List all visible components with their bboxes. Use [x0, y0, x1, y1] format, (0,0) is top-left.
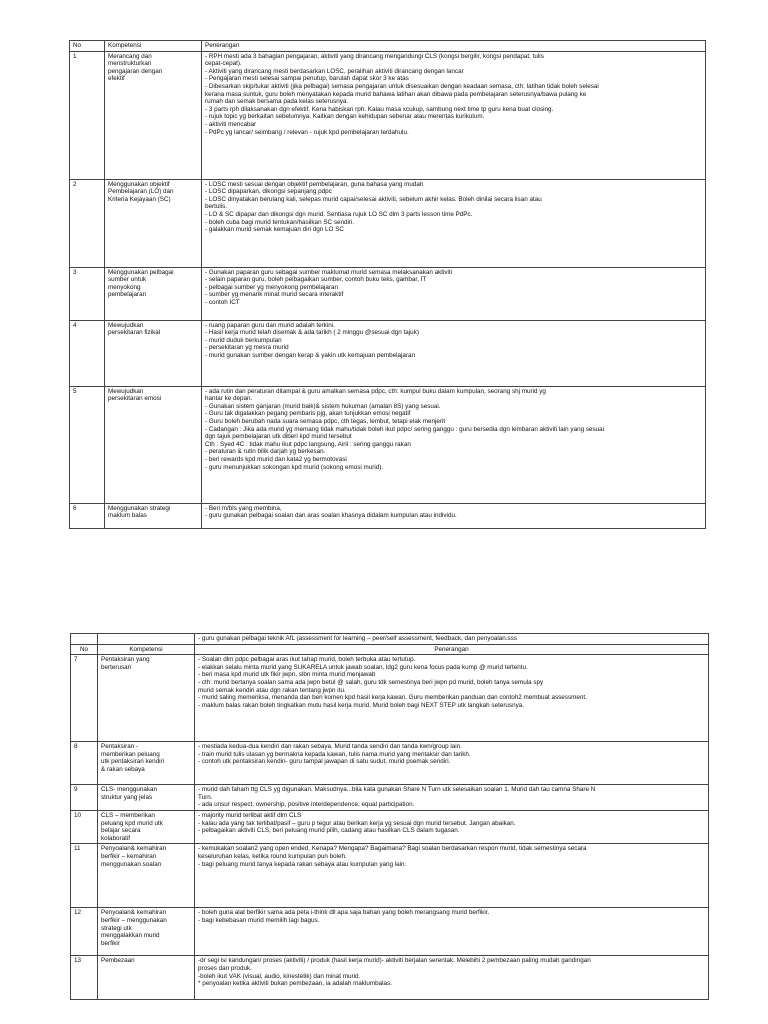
penerangan-line: - LOSC dinyatakan berulang kali, selepas murid capai/selesai aktiviti, sebelum akhir kelas. Boleh dinilai secara lisan atau	[205, 195, 542, 203]
table-row	[70, 179, 706, 267]
penerangan-line: - Gunakan sistem ganjaran (murid baik)& sistem hukuman (amalan 8S) yang sesuai.	[205, 402, 441, 410]
penerangan-line: bertulis.	[205, 203, 228, 211]
header-no: No	[70, 41, 105, 52]
penerangan-cell	[195, 785, 709, 811]
kompetensi-line: pembelajaran	[108, 291, 147, 299]
kompetensi-line: berfikir	[101, 939, 120, 947]
penerangan-line: - Cadangan : Jika ada murid yg memang tidak mahu/tidak boleh ikut pdpc/ sering ganggu : guru bersedia dgn lembaran aktiviti lain yang sesuai	[205, 425, 605, 433]
kompetensi-line: strategi utk	[101, 924, 132, 932]
table-row	[70, 386, 706, 503]
kompetensi-line: menstrukturkan	[108, 60, 152, 68]
penerangan-line: - beri rewards kpd murid dan kata2 yg bermotovasi	[205, 455, 347, 463]
penerangan-line: - contoh utk pentaksiran kendiri- guru tampal jawapan di satu sudut, murid psemak sendiri.	[198, 758, 451, 766]
row-number: 7	[71, 655, 98, 742]
row-number: 9	[71, 785, 98, 811]
penerangan-line: - guru menunjukkan sokongan kpd murid (sokong emosi murid).	[205, 463, 384, 471]
row-number: 5	[70, 386, 105, 503]
penerangan-line: kerana masa suntuk, guru boleh menyatakan kepada murid bahawa latihan akan dibawa pada pembelajaran seterusnya/bawa pulang ke	[205, 90, 587, 98]
penerangan-line: - murid duduk berkumpulan	[205, 336, 282, 344]
penerangan-line: - pelbagaikan aktiviti CLS, beri peluang murid pilih, cadang atau hasilkan CLS dalam tugasan.	[198, 827, 460, 835]
penerangan-line: proses dan produk.	[198, 964, 252, 972]
kompetensi-cell	[105, 267, 202, 320]
kompetensi-cell	[105, 179, 202, 267]
penerangan-line: - Soalan dlm pdpc pelbagai aras ikut tahap murid, boleh terbuka atau tertutup.	[198, 656, 416, 664]
penerangan-line: cepat-cepat).	[205, 60, 242, 68]
continuation-text: - guru gunakan pelbagai teknik AfL (assessment for learning – peer/self assessment, feedback, dan penyoalan.sss	[195, 634, 709, 645]
kompetensi-line: Menggunakan pelbagai	[108, 268, 174, 276]
table-row	[71, 810, 709, 843]
penerangan-line: - mestiada kedua-dua kendiri dan rakan sebaya. Murid tanda sendiri dan tanda kwn/group lain.	[198, 743, 462, 751]
row-number: 6	[70, 503, 105, 528]
row-number: 13	[71, 956, 98, 1000]
table-row	[71, 742, 709, 785]
penerangan-line: - rujuk topic yg berkaitan sebelumnya. Kaitkan dengan kehidupan sebenar atau merentas kurikulum.	[205, 113, 485, 121]
header-kompetensi: Kompetensi	[98, 644, 195, 655]
penerangan-line: -dr segi isi kandungan/ proses (aktiviti) / produk (hasil kerja murid)- aktiviti berjalan serentak. Melebihi 2 pembezaan paling mudah gandingan	[198, 957, 591, 965]
table-row	[71, 956, 709, 1000]
penerangan-line: - bagi peluang murid tanya kepada rakan sebaya atau kumpulan yang lain.	[198, 860, 407, 868]
kompetensi-line: CLS- menggunakan	[101, 786, 158, 794]
row-number: 12	[71, 908, 98, 956]
header-no: No	[71, 644, 98, 655]
kompetensi-line: berterusan	[101, 663, 132, 671]
continuation-no	[71, 634, 98, 645]
penerangan-line: - Beri m/bls yang membina,	[205, 504, 282, 512]
penerangan-line: - beri masa kpd murid utk fikir jwpn, slbn minta murid menjawab	[198, 671, 376, 679]
penerangan-line: - kemukakan soalan2 yang open ended, Kenapa? Mengapa? Bagaimana? Bagi soalan berdasarkan respon murid, tidak semestinya secara	[198, 845, 587, 853]
kompetensi-cell	[98, 956, 195, 1000]
kompetensi-line: CLS – memberikan	[101, 811, 155, 819]
penerangan-line: - LO & SC dipapar dan dikongsi dgn murid. Sentiasa rujuk LO SC dlm 3 parts lesson time PdPc.	[205, 210, 473, 218]
penerangan-line: keseluruhan kelas, ketika round kumpulan pun boleh.	[198, 852, 347, 860]
kompetensi-cell	[105, 320, 202, 386]
table-row	[70, 503, 706, 528]
penerangan-line: dgn tajuk pembelajaran utk diberi kpd murid tersebut	[205, 433, 352, 441]
kompetensi-cell	[98, 908, 195, 956]
row-number: 10	[71, 810, 98, 843]
continuation-kompetensi	[98, 634, 195, 645]
penerangan-line: - Gunakan paparan guru sebagai sumber maklumat murid semasa melaksanakan aktiviti	[205, 268, 453, 276]
kompetensi-line: persekitaran emosi	[108, 395, 162, 403]
penerangan-line: hantar ke depan.	[205, 395, 253, 403]
kompetensi-line: Pentaksiran yang	[101, 656, 150, 664]
kompetensi-line: Menggunakan strategi	[108, 504, 171, 512]
penerangan-line: - contoh ICT	[205, 298, 240, 306]
kompetensi-line: menggalakkan murid	[101, 932, 160, 940]
penerangan-line: - LOSC mesti sesuai dengan objektif pembelajaran, guna bahasa yang mudah	[205, 180, 424, 188]
penerangan-cell	[202, 267, 706, 320]
table-row	[71, 844, 709, 908]
kompetensi-line: Mewujudkan	[108, 321, 144, 329]
kompetensi-line: maklum balas	[108, 512, 147, 520]
penerangan-line: - Pengajaran mesti selesai sampai penutup, barulah dapat skor 3 ke atas	[205, 75, 409, 83]
penerangan-line: - persekitaran yg mesra murid	[205, 344, 289, 352]
penerangan-line: -boleh ikut VAK (visual, audio, kinestetik) dan minat murid.	[198, 972, 361, 980]
table-header-row	[71, 644, 709, 655]
kompetensi-line: Pentaksiran -	[101, 743, 139, 751]
penerangan-line: - guru gunakan pelbagai soalan dan aras soalan khasnya didalam kumpulan atau individu.	[205, 512, 457, 520]
row-number: 3	[70, 267, 105, 320]
penerangan-line: - PdPc yg lancar/ seimbang / relevan - rujuk kpd pembelajaran terdahulu.	[205, 128, 409, 136]
penerangan-cell	[195, 908, 709, 956]
row-number: 8	[71, 742, 98, 785]
penerangan-line: - aktiviti mencabar	[205, 120, 257, 128]
penerangan-cell	[202, 503, 706, 528]
header-kompetensi: Kompetensi	[105, 41, 202, 52]
row-number: 1	[70, 51, 105, 179]
kompetensi-line: struktur yang jelas	[101, 793, 153, 801]
row-number: 11	[71, 844, 98, 908]
penerangan-line: - Guru tak digalakkan pegang pembaris pjg, akan tunjukkan emosi negatif	[205, 410, 411, 418]
row-number: 2	[70, 179, 105, 267]
kompetensi-cell	[105, 503, 202, 528]
table-row	[70, 267, 706, 320]
kompetensi-line: memberikan peluang	[101, 750, 160, 758]
penerangan-line: - ada rutin dan peraturan ditampal & guru amalkan semasa pdpc, cth: kumpul buku dalam kumpulan, seorang shj murid yg	[205, 387, 546, 395]
penerangan-line: - Guru boleh berubah nada suara semasa pdpc, cth tegas, lembut, tetapi elak menjerit	[205, 417, 446, 425]
kompetensi-cell	[98, 655, 195, 742]
continuation-row	[71, 634, 709, 645]
penerangan-cell	[195, 844, 709, 908]
penerangan-line: - LOSC dipaparkan, dikongsi sepanjang pdpc	[205, 188, 332, 196]
penerangan-line: - majority murid terlibat aktif dlm CLS	[198, 811, 302, 819]
kompetensi-line: sumber untuk	[108, 276, 147, 284]
kompetensi-cell	[98, 844, 195, 908]
penerangan-line: - elakkan selalu minta murid yang SUKARELA untuk jawab soalan, ldg2 guru kena focus pada kump @ murid tertentu.	[198, 663, 528, 671]
penerangan-line: - train murid tulis ulasan yg bermakna kepada kawan, tulis nama murid yang mentaksir dan tarikh.	[198, 750, 471, 758]
kompetensi-line: Pembelajaran (LO) dan	[108, 188, 174, 196]
penerangan-line: - selain paparan guru, boleh pelbagaikan sumber, contoh buku teks, gambar, IT	[205, 276, 427, 284]
kompetensi-cell	[98, 810, 195, 843]
penerangan-line: - maklum balas rakan boleh tingkatkan mutu hasil kerja murid. Murid boleh bagi NEXT STEP utk langkah seterusnya.	[198, 701, 524, 709]
penerangan-line: - boleh guna alat berfikir sama ada peta i-think dll apa saja bahan yang boleh merangsang murid berfikir.	[198, 909, 490, 917]
kompetensi-line: berfikir – menggunakan	[101, 916, 167, 924]
penerangan-cell	[195, 810, 709, 843]
kompetensi-line: Kriteria Kejayaan (SC)	[108, 195, 171, 203]
penerangan-line: - pelbagai sumber yg menyokong pembelajaran	[205, 283, 339, 291]
penerangan-line: murid semak kendiri atau dgn rakan tentang jwpn itu.	[198, 686, 346, 694]
penerangan-line: - RPH mesti ada 3 bahagian pengajaran, aktiviti yang dirancang mengandungi CLS (kongsi bergilir, kongsi pendapat, tulis	[205, 52, 544, 60]
penerangan-line: - Dibesarkan skip/tukar aktiviti (jika pelbagai) semasa pengajaran untuk disesuaikan dengan keadaan semasa, cth: latihan tidak boleh selesai	[205, 82, 599, 90]
kompetensi-line: efektif	[108, 75, 125, 83]
penerangan-line: - Hasil kerja murid telah disemak & ada tarikh ( 2 minggu @sesuai dgn tajuk)	[205, 329, 419, 337]
penerangan-cell	[195, 742, 709, 785]
penerangan-line: Cth : Syed 4C : tidak mahu ikut pdpc langsung, Airil : sering ganggu rakan	[205, 440, 411, 448]
competency-table-2	[70, 633, 709, 1000]
header-penerangan: Penerangan	[202, 41, 706, 52]
penerangan-line: - kalau ada yang tak terlibat/pasif – guru p tegur atau berikan kerja yg sesuai dgn murid tersebut. Jangan abaikan.	[198, 819, 516, 827]
penerangan-line: - boleh cuba bagi murid tentukan/hasilkan SC sendiri.	[205, 218, 355, 226]
kompetensi-line: & rakan sebaya	[101, 765, 145, 773]
penerangan-line: - bagi kebebasan murid memilih lagi bagus.	[198, 916, 320, 924]
kompetensi-line: Merancang dan	[108, 52, 152, 60]
penerangan-line: * penyoalan ketika aktiviti bukan pembezaan, ia adalah maklumbalas.	[198, 980, 392, 988]
penerangan-line: - Aktiviti yang dirancang mesti berdasarkan LOSC, peralihan aktiviti dirancang dengan lancar	[205, 67, 464, 75]
kompetensi-line: Penyoalan& kemahiran	[101, 845, 167, 853]
header-penerangan: Penerangan	[195, 644, 709, 655]
kompetensi-line: Penyoalan& kemahiran	[101, 909, 167, 917]
penerangan-line: Turn.	[198, 793, 213, 801]
penerangan-line: - ruang paparan guru dan murid adalah terkini.	[205, 321, 335, 329]
kompetensi-line: pengajaran dengan	[108, 67, 163, 75]
row-number: 4	[70, 320, 105, 386]
kompetensi-cell	[105, 386, 202, 503]
kompetensi-line: menyokong	[108, 283, 141, 291]
kompetensi-line: menggunakan soalan	[101, 860, 162, 868]
table-row	[70, 51, 706, 179]
competency-table-1	[69, 40, 706, 529]
kompetensi-cell	[98, 785, 195, 811]
penerangan-line: - murid dah faham ttg CLS yg digunakan. Maksudnya...bila kata gunakan Share N Turn utk selesaikan soalan 1. Murid dah tau camna Share N	[198, 786, 596, 794]
kompetensi-line: Pembezaan	[101, 957, 135, 965]
kompetensi-line: persekitaran fizikal	[108, 329, 161, 337]
table-header-row	[70, 41, 706, 52]
penerangan-line: - peraturan & rutin bilik darjah yg berkesan.	[205, 448, 326, 456]
penerangan-line: - cth: murid bertanya soalan sama ada jwpn betul @ salah, guru tdk semestinya beri jwpn pd murid, boleh tanya semula spy	[198, 678, 544, 686]
kompetensi-line: peluang kpd murid utk	[101, 819, 163, 827]
penerangan-line: - murid gunakan sumber dengan kerap & yakin utk kemajuan pembelajaran	[205, 351, 416, 359]
penerangan-line: - ada unsur respect, ownership, positive interdependence, equal participation.	[198, 801, 415, 809]
penerangan-line: - sumber yg menarik minat murid secara interaktif	[205, 291, 344, 299]
penerangan-line: - galakkan murid semak kemajuan diri dgn LO SC	[205, 226, 344, 234]
kompetensi-cell	[105, 51, 202, 179]
kompetensi-line: berfikir – kemahiran	[101, 852, 157, 860]
penerangan-cell	[202, 320, 706, 386]
penerangan-cell	[202, 179, 706, 267]
table-row	[71, 785, 709, 811]
table-row	[71, 908, 709, 956]
table-row	[70, 320, 706, 386]
kompetensi-cell	[98, 742, 195, 785]
penerangan-cell	[202, 51, 706, 179]
penerangan-cell	[195, 956, 709, 1000]
penerangan-cell	[195, 655, 709, 742]
penerangan-line: - murid saling memeriksa, menanda dan beri komen kpd hasil kerja kawan. Guru memberikan panduan dan contoh2 membuat assessment.	[198, 694, 587, 702]
kompetensi-line: belajar secara	[101, 827, 141, 835]
penerangan-cell	[202, 386, 706, 503]
kompetensi-line: utk pentaksiran kendiri	[101, 758, 165, 766]
table-row	[71, 655, 709, 742]
penerangan-line: - 3 parts rph dilaksanakan dgn efektif. Kena habiskan rph. Kalau masa xcukup, sambung next time tp guru kena buat closing.	[205, 105, 554, 113]
kompetensi-line: Mewujudkan	[108, 387, 144, 395]
kompetensi-line: Menggunakan objektif	[108, 180, 170, 188]
penerangan-line: rumah dan semak bersama pada kelas seterusnya.	[205, 98, 349, 106]
kompetensi-line: kolaboratif	[101, 834, 131, 842]
